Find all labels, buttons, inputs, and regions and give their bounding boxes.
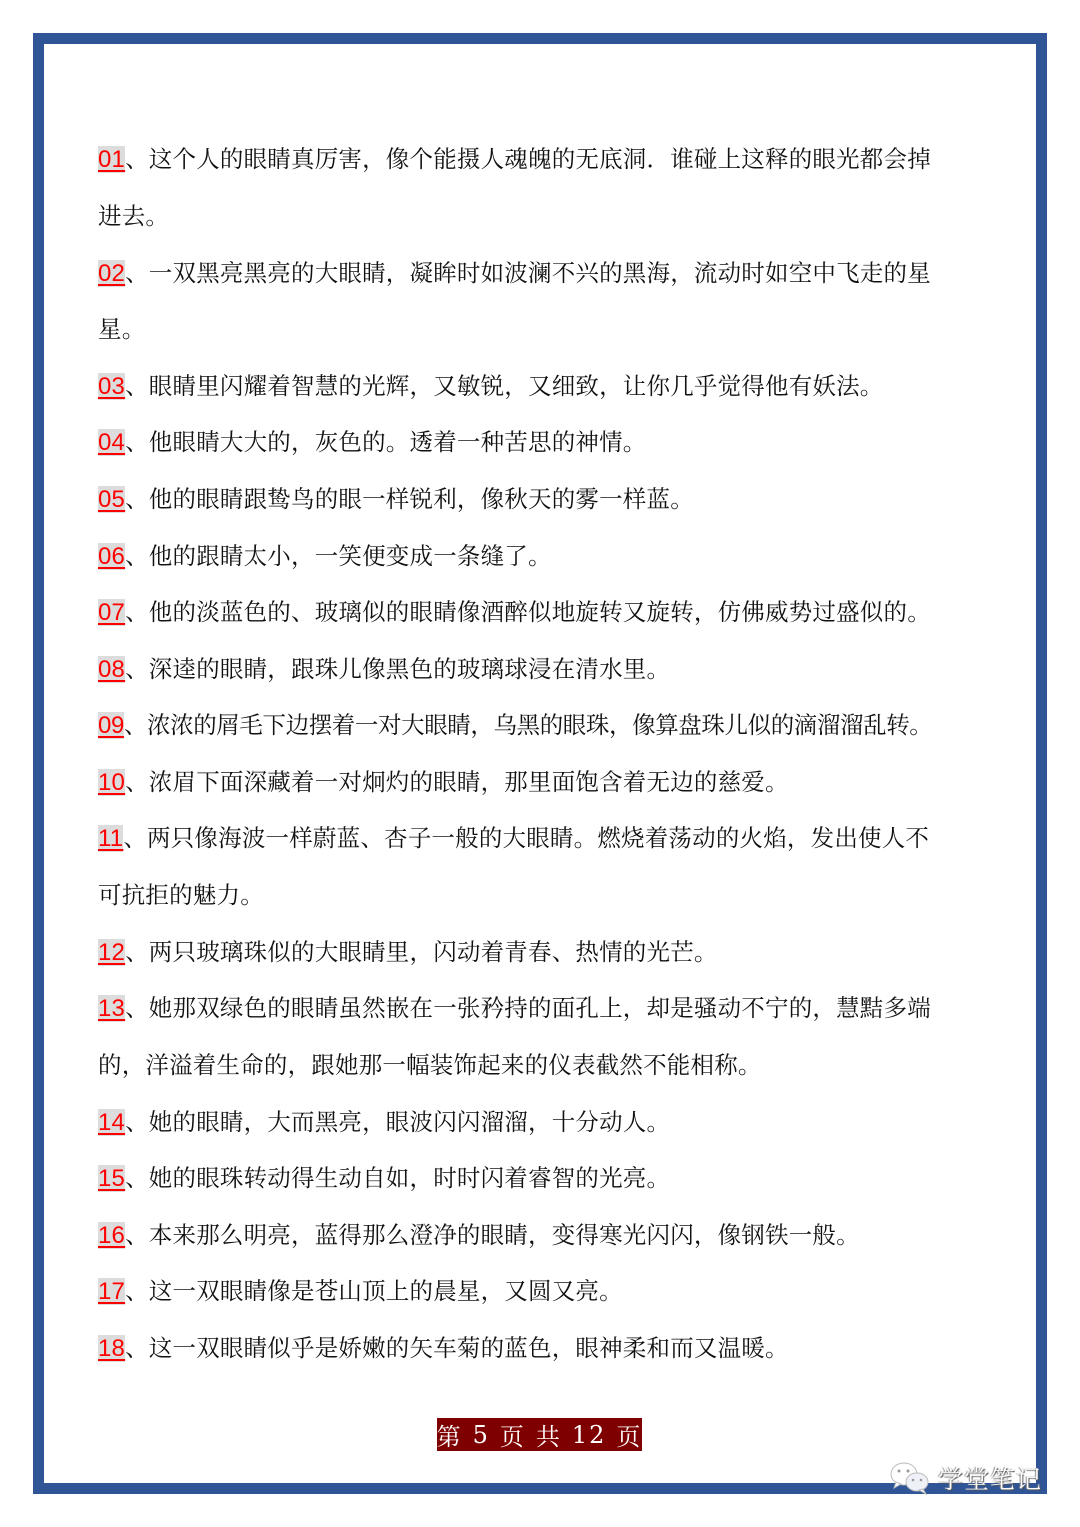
list-item — [98, 484, 694, 515]
item-text: 、她的眼珠转动得生动自如，时时闪着睿智的光亮。 — [125, 1164, 671, 1192]
item-text: 、这一双眼睛像是苍山顶上的晨星，又圆又亮。 — [125, 1277, 623, 1305]
item-text: 、他的淡蓝色的、玻璃似的眼睛像酒醉似地旋转又旋转，仿佛威势过盛似的。 — [125, 598, 931, 626]
item-text: 、她的眼睛，大而黑亮，眼波闪闪溜溜，十分动人。 — [125, 1108, 671, 1136]
item-text: 、他的跟睛太小，一笑便变成一条缝了。 — [125, 542, 552, 570]
page-frame — [33, 33, 1047, 1494]
item-text: 、这一双眼睛似乎是娇嫩的矢车菊的蓝色，眼神柔和而又温暖。 — [125, 1334, 789, 1362]
item-text: 、他的眼睛跟鸷鸟的眼一样锐利，像秋天的雾一样蓝。 — [125, 485, 694, 513]
item-number: 17 — [98, 1278, 126, 1305]
list-item — [98, 993, 931, 1024]
list-item — [98, 258, 931, 289]
list-item — [98, 541, 552, 572]
list-item-continuation: 星。 — [98, 315, 146, 343]
item-number: 11 — [98, 825, 124, 852]
item-text: 、她那双绿色的眼睛虽然嵌在一张矜持的面孔上，却是骚动不宁的，慧黠多端 — [125, 994, 931, 1022]
item-number: 01 — [98, 146, 126, 173]
item-text: 、这个人的眼睛真厉害，像个能摄人魂魄的无底洞．谁碰上这释的眼光都会掉 — [125, 145, 931, 173]
item-number: 06 — [98, 543, 126, 570]
item-number: 03 — [98, 373, 126, 400]
item-text: 、两只像海波一样蔚蓝、杏子一般的大眼睛。燃烧着荡动的火焰，发出使人不 — [123, 824, 930, 852]
page-label-total-prefix: 共 — [535, 1423, 562, 1451]
list-item — [98, 1163, 670, 1194]
item-text: 、浓浓的屑毛下边摆着一对大眼睛，乌黑的眼珠，像算盘珠儿似的滴溜溜乱转。 — [123, 711, 933, 739]
item-number: 12 — [98, 939, 126, 966]
list-item-continuation: 的，洋溢着生命的，跟她那一幅装饰起来的仪表截然不能相称。 — [98, 1051, 762, 1079]
list-item — [98, 710, 932, 741]
list-item — [98, 597, 931, 628]
item-number: 04 — [98, 429, 126, 456]
item-number: 07 — [98, 599, 126, 626]
list-item — [98, 1333, 789, 1364]
page-label-prefix: 第 — [436, 1423, 463, 1451]
list-item — [98, 427, 647, 458]
item-number: 18 — [98, 1335, 126, 1362]
item-text: 、本来那么明亮，蓝得那么澄净的眼睛，变得寒光闪闪，像钢铁一般。 — [125, 1221, 860, 1249]
item-number: 08 — [98, 656, 126, 683]
page-label-unit: 页 — [499, 1423, 526, 1451]
list-item — [98, 937, 718, 968]
current-page-number: 5 — [472, 1420, 490, 1449]
list-item — [98, 371, 884, 402]
list-item — [98, 823, 929, 854]
list-item — [98, 767, 789, 798]
list-item — [98, 144, 931, 175]
list-item — [98, 1220, 860, 1251]
list-item — [98, 1276, 623, 1307]
item-number: 14 — [98, 1109, 126, 1136]
watermark — [888, 1460, 1042, 1496]
list-item-continuation: 可抗拒的魅力。 — [98, 881, 264, 909]
item-number: 16 — [98, 1222, 126, 1249]
item-text: 、深逵的眼睛，跟珠儿像黑色的玻璃球浸在清水里。 — [125, 655, 671, 683]
page-label-unit: 页 — [616, 1423, 643, 1451]
item-number: 10 — [98, 769, 126, 796]
item-text: 、浓眉下面深藏着一对炯灼的眼睛，那里面饱含着无边的慈爱。 — [125, 768, 789, 796]
list-item — [98, 1107, 670, 1138]
item-text: 、眼睛里闪耀着智慧的光辉，又敏锐，又细致，让你几乎觉得他有妖法。 — [125, 372, 884, 400]
item-number: 09 — [98, 712, 124, 739]
item-text: 、两只玻璃珠似的大眼睛里，闪动着青春、热情的光芒。 — [125, 938, 718, 966]
item-number: 13 — [98, 995, 126, 1022]
total-page-number: 12 — [571, 1420, 607, 1449]
list-item-continuation: 进去。 — [98, 202, 170, 230]
page-indicator — [437, 1418, 642, 1451]
item-text: 、他眼睛大大的，灰色的。透着一种苦思的神情。 — [125, 428, 647, 456]
item-number: 05 — [98, 486, 126, 513]
item-text: 、一双黑亮黑亮的大眼睛，凝眸时如波澜不兴的黑海，流动时如空中飞走的星 — [125, 259, 931, 287]
item-number: 15 — [98, 1165, 126, 1192]
list-item — [98, 654, 670, 685]
watermark-text: 学堂笔记 — [938, 1465, 1043, 1494]
item-number: 02 — [98, 260, 126, 287]
wechat-icon — [888, 1461, 932, 1495]
